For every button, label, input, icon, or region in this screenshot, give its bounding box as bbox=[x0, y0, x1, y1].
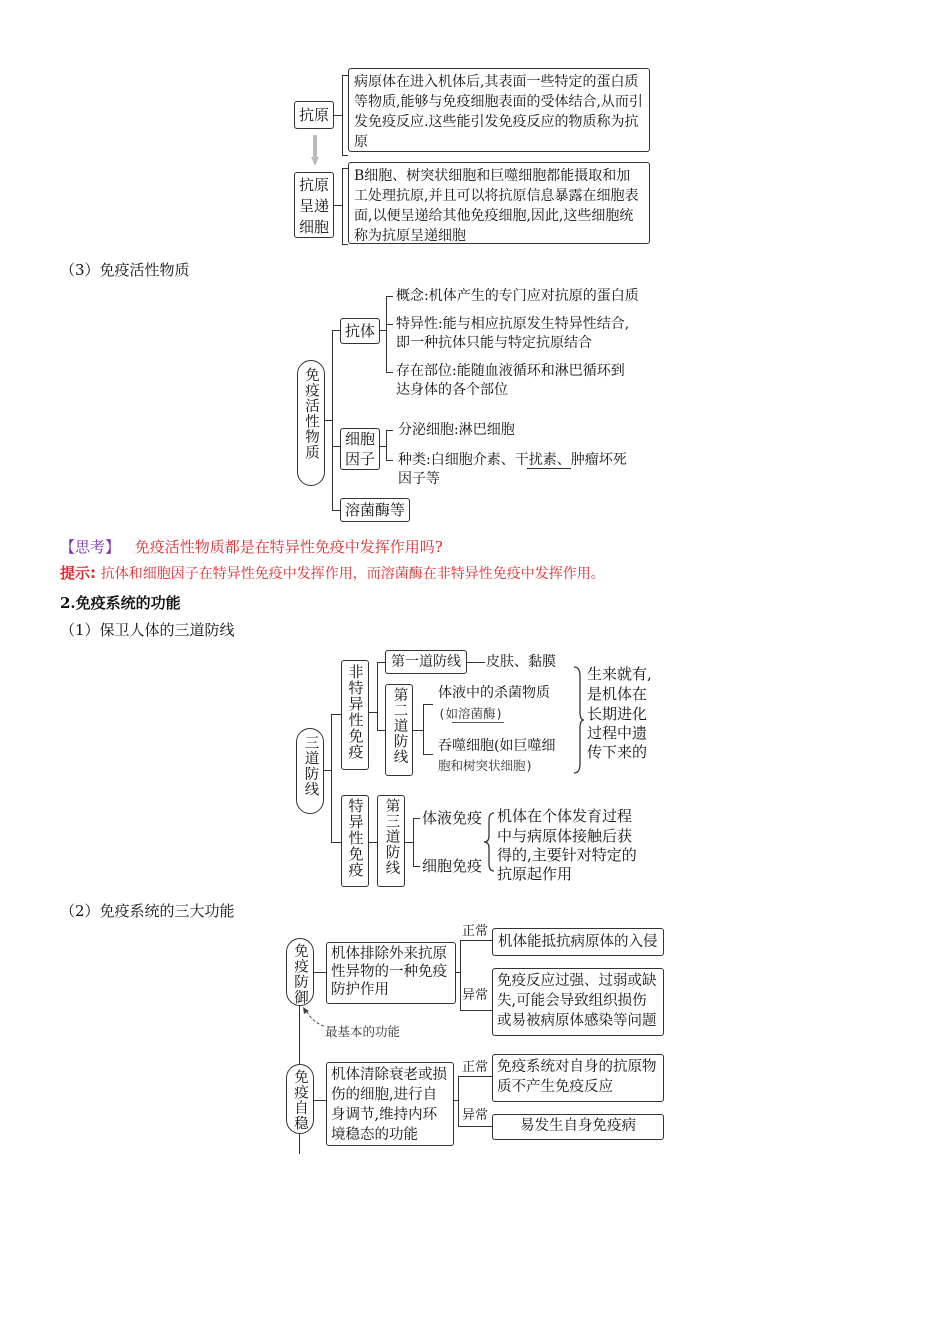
first-line-content: 皮肤、黏膜 bbox=[486, 654, 556, 670]
section3-heading: （3）免疫活性物质 bbox=[60, 261, 190, 279]
section2-heading-num: 2. bbox=[60, 594, 76, 612]
cytokine-secretion: 分泌细胞:淋巴细胞 bbox=[398, 422, 515, 438]
bactericidal-2: (如溶菌酶) bbox=[438, 706, 504, 721]
phagocyte-2: 胞和树突状细胞) bbox=[438, 758, 534, 773]
antigen-bracket bbox=[342, 75, 343, 155]
acquired-brace-icon bbox=[483, 812, 495, 872]
active-tree-trunk bbox=[332, 330, 333, 510]
cytokine-label-box: 细胞因子 bbox=[340, 428, 380, 470]
homeostasis-abnormal-box: 易发生自身免疫病 bbox=[492, 1114, 664, 1140]
apc-connector bbox=[334, 205, 342, 206]
three-lines-branch-top bbox=[331, 714, 341, 715]
basic-function-note: 最基本的功能 bbox=[325, 1024, 401, 1039]
antibody-specificity-2: 即一种抗体只能与特定抗原结合 bbox=[396, 335, 592, 351]
cytokine-tick-1 bbox=[386, 430, 393, 431]
second-line-box bbox=[385, 684, 413, 776]
antibody-label-box: 抗体 bbox=[340, 318, 380, 344]
bactericidal-underline bbox=[452, 722, 504, 723]
section2-heading-text: 免疫系统的功能 bbox=[75, 594, 181, 612]
second-line-tick-2 bbox=[423, 754, 433, 755]
specific-connector bbox=[369, 842, 377, 843]
phagocyte-1: 吞噬细胞(如巨噬细 bbox=[438, 738, 556, 754]
acquired-note-1: 机体在个体发育过程 bbox=[497, 807, 633, 825]
innate-note-1: 生来就有, bbox=[587, 665, 652, 683]
antibody-specificity-1: 特异性:能与相应抗原发生特异性结合, bbox=[396, 316, 630, 332]
hint-line bbox=[60, 562, 605, 583]
antibody-tick-3 bbox=[386, 372, 393, 373]
antigen-connector bbox=[334, 115, 342, 116]
second-line-connector bbox=[413, 730, 423, 731]
active-branch-lysozyme bbox=[332, 510, 340, 511]
active-substances-root-text: 免疫活性物质 bbox=[303, 367, 319, 460]
homeostasis-oval bbox=[286, 1064, 314, 1134]
first-line-box: 第一道防线 bbox=[385, 650, 467, 674]
third-line-connector bbox=[405, 842, 413, 843]
defense-definition: 机体排除外来抗原性异物的一种免疫防护作用 bbox=[326, 942, 456, 1004]
third-line-tick-1 bbox=[413, 818, 420, 819]
antigen-bracket-bottom bbox=[342, 155, 348, 156]
think-line bbox=[60, 536, 443, 557]
apc-bracket bbox=[342, 168, 343, 244]
lysozyme-label-box: 溶菌酶等 bbox=[340, 498, 410, 522]
acquired-note-3: 得的,主要针对特定的 bbox=[497, 846, 637, 864]
homeostasis-oval-text: 免疫自稳 bbox=[292, 1069, 308, 1131]
defense-normal-tag: 正常 bbox=[462, 924, 489, 939]
section2-heading bbox=[60, 592, 181, 613]
apc-label-box: 抗原呈递细胞 bbox=[294, 172, 334, 238]
cytokine-types-1: 种类:白细胞介素、干扰素、肿瘤坏死 bbox=[398, 452, 627, 468]
think-question: 免疫活性物质都是在特异性免疫中发挥作用吗? bbox=[134, 538, 443, 556]
three-lines-trunk bbox=[331, 714, 332, 842]
nonspecific-box bbox=[341, 660, 369, 770]
bactericidal-1: 体液中的杀菌物质 bbox=[438, 685, 550, 701]
sub1-heading: （1）保卫人体的三道防线 bbox=[60, 621, 235, 639]
homeostasis-normal-tag: 正常 bbox=[462, 1060, 489, 1075]
active-branch-cytokine bbox=[332, 446, 340, 447]
defense-normal-box: 机体能抵抗病原体的入侵 bbox=[492, 928, 664, 956]
three-lines-branch-bottom bbox=[331, 842, 341, 843]
homeostasis-split-bottom bbox=[458, 1126, 492, 1127]
down-arrow-icon bbox=[311, 135, 319, 167]
homeostasis-split bbox=[458, 1076, 459, 1126]
interferon-underline bbox=[527, 468, 571, 469]
nonspecific-tick-1 bbox=[377, 662, 385, 663]
specific-text: 特异性免疫 bbox=[346, 798, 365, 878]
antigen-definition: 病原体在进入机体后,其表面一些特定的蛋白质等物质,能够与免疫细胞表面的受体结合,从而引发免疫反应.这些能引发免疫反应的物质称为抗原 bbox=[348, 68, 650, 152]
humoral-immunity: 体液免疫 bbox=[422, 809, 483, 827]
homeostasis-normal-box: 免疫系统对自身的抗原物质不产生免疫反应 bbox=[492, 1054, 664, 1102]
three-lines-root-text: 三道防线 bbox=[302, 735, 319, 797]
sub2-heading: （2）免疫系统的三大功能 bbox=[60, 902, 235, 920]
specific-box bbox=[341, 795, 369, 887]
second-line-bracket bbox=[423, 704, 424, 754]
active-substances-root bbox=[297, 360, 325, 486]
second-line-text: 第二道防线 bbox=[391, 687, 408, 765]
nonspecific-bracket bbox=[377, 662, 378, 730]
innate-note-3: 长期进化 bbox=[587, 705, 648, 723]
nonspecific-text: 非特异性免疫 bbox=[346, 664, 365, 760]
second-line-tick-1 bbox=[423, 704, 433, 705]
defense-oval-text: 免疫防御 bbox=[292, 943, 308, 1005]
third-line-bracket bbox=[413, 818, 414, 866]
active-root-connector bbox=[325, 420, 332, 421]
innate-note-4: 过程中遗 bbox=[587, 724, 648, 742]
cytokine-bracket bbox=[386, 430, 387, 460]
apc-definition: B细胞、树突状细胞和巨噬细胞都能摄取和加工处理抗原,并且可以将抗原信息暴露在细胞表面,以便呈递给其他免疫细胞,因此,这些细胞统称为抗原呈递细胞 bbox=[348, 162, 650, 244]
cytokine-types-2: 因子等 bbox=[398, 471, 440, 487]
homeostasis-abnormal-tag: 异常 bbox=[462, 1108, 489, 1123]
third-line-box bbox=[377, 795, 405, 887]
third-line-text: 第三道防线 bbox=[383, 798, 400, 876]
three-lines-root-connector bbox=[324, 770, 331, 771]
innate-brace-icon bbox=[571, 666, 585, 774]
defense-oval bbox=[286, 938, 314, 1006]
defense-split-bottom bbox=[460, 1010, 492, 1011]
dashed-arrow-icon bbox=[302, 1006, 326, 1028]
antibody-tick-2 bbox=[386, 324, 393, 325]
hint-label: 提示: bbox=[60, 564, 96, 582]
hint-text: 抗体和细胞因子在特异性免疫中发挥作用，而溶菌酶在非特异性免疫中发挥作用。 bbox=[100, 566, 605, 582]
three-lines-root bbox=[296, 728, 324, 814]
antibody-location-2: 达身体的各个部位 bbox=[396, 382, 508, 398]
think-tag: 【思考】 bbox=[60, 538, 121, 556]
homeostasis-definition: 机体清除衰老或损伤的细胞,进行自身调节,维持内环境稳态的功能 bbox=[326, 1062, 454, 1146]
nonspecific-connector bbox=[369, 712, 377, 713]
innate-note-2: 是机体在 bbox=[587, 685, 648, 703]
cellular-immunity: 细胞免疫 bbox=[422, 857, 483, 875]
acquired-note-4: 抗原起作用 bbox=[497, 865, 573, 883]
active-branch-antibody bbox=[332, 330, 340, 331]
acquired-note-2: 中与病原体接触后获 bbox=[497, 827, 633, 845]
defense-connector bbox=[314, 972, 326, 973]
innate-note-5: 传下来的 bbox=[587, 743, 648, 761]
defense-split bbox=[460, 940, 461, 1010]
third-line-tick-2 bbox=[413, 866, 420, 867]
nonspecific-tick-2 bbox=[377, 730, 385, 731]
antibody-bracket bbox=[386, 296, 387, 372]
homeostasis-connector bbox=[314, 1100, 326, 1101]
antibody-concept: 概念:机体产生的专门应对抗原的蛋白质 bbox=[396, 288, 639, 304]
antibody-tick-1 bbox=[386, 296, 393, 297]
apc-bracket-bottom bbox=[342, 244, 348, 245]
defense-abnormal-box: 免疫反应过强、过弱或缺失,可能会导致组织损伤或易被病原体感染等问题 bbox=[492, 968, 664, 1036]
cytokine-tick-2 bbox=[386, 460, 393, 461]
first-line-connector bbox=[467, 662, 485, 663]
antibody-location-1: 存在部位:能随血液循环和淋巴循环到 bbox=[396, 363, 625, 379]
antigen-label-box: 抗原 bbox=[294, 101, 334, 129]
defense-abnormal-tag: 异常 bbox=[462, 988, 489, 1003]
